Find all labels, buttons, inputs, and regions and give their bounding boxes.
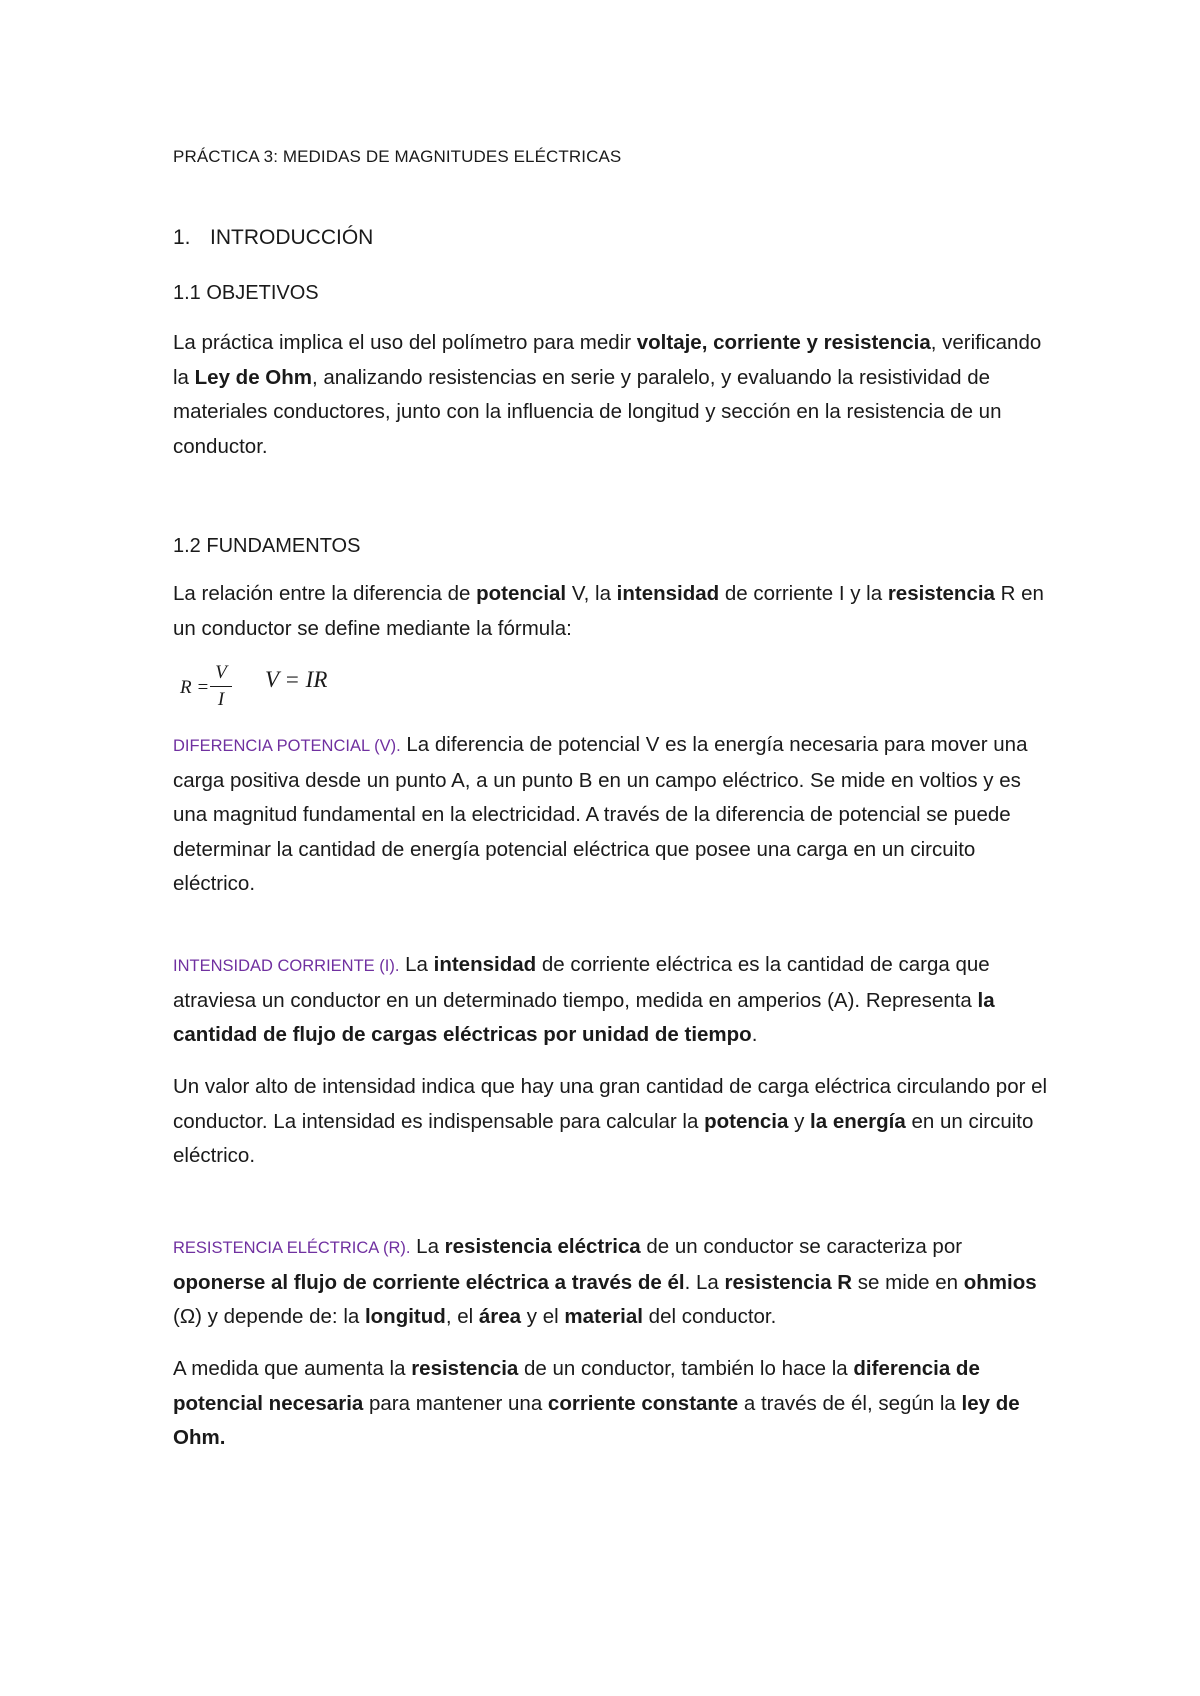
term-intensidad-corriente: INTENSIDAD CORRIENTE (I). (173, 957, 400, 975)
formula-fraction (210, 661, 232, 712)
diferencia-potencial-paragraph: DIFERENCIA POTENCIAL (V). La diferencia de potencial V es la energía necesaria para mover una carga positiva desde un punto A, a un punto B en un campo eléctrico. Se mide en voltios y es una magnitud fundamental en la electricidad. A través de la diferencia de potencial se puede determinar la cantidad de energía potencial eléctrica que posee una carga en un circuito eléctrico. (173, 733, 1028, 895)
resistencia-paragraph-2: A medida que aumenta la resistencia de un conductor, también lo hace la diferencia de potencial necesaria para mantener una corriente constante a través de él, según la ley de Ohm. (173, 1357, 1020, 1449)
term-diferencia-potencial: DIFERENCIA POTENCIAL (V). (173, 737, 401, 755)
fraction-bar (210, 686, 232, 687)
formula-r-equals: R = (180, 677, 210, 698)
section-heading-introduccion (173, 224, 1053, 252)
formula-v-equals-ir: V = IR (265, 667, 328, 692)
fundamentos-paragraph: La relación entre la diferencia de potencial V, la intensidad de corriente I y la resistencia R en un conductor se define mediante la fórmula: (173, 582, 1044, 640)
term-resistencia-electrica: RESISTENCIA ELÉCTRICA (R). (173, 1239, 411, 1257)
ohm-formula (180, 661, 380, 721)
intensidad-corriente-paragraph: INTENSIDAD CORRIENTE (I). La intensidad de corriente eléctrica es la cantidad de carga que atraviesa un conductor en un determinado tiempo, medida en amperios (A). Representa la cantidad de flujo de cargas eléctricas por unidad de tiempo. (173, 953, 995, 1046)
document-title: PRÁCTICA 3: MEDIDAS DE MAGNITUDES ELÉCTRICAS (173, 147, 622, 166)
formula-denominator: I (217, 689, 225, 710)
intensidad-paragraph-2: Un valor alto de intensidad indica que hay una gran cantidad de carga eléctrica circulando por el conductor. La intensidad es indispensable para calcular la potencia y la energía en un circuito eléctrico. (173, 1075, 1048, 1167)
formula-numerator: V (215, 662, 227, 683)
resistencia-electrica-paragraph: RESISTENCIA ELÉCTRICA (R). La resistencia eléctrica de un conductor se caracteriza por oponerse al flujo de corriente eléctrica a través de él. La resistencia R se mide en ohmios (Ω) y depende de: la longitud, el área y el material del conductor. (173, 1235, 1037, 1328)
objetivos-paragraph: La práctica implica el uso del polímetro para medir voltaje, corriente y resistencia, verificando la Ley de Ohm, analizando resistencias en serie y paralelo, y evaluando la resistividad de materiales conductores, junto con la influencia de longitud y sección en la resistencia de un conductor. (173, 331, 1042, 458)
section-number: 1. (173, 226, 191, 249)
section-title: INTRODUCCIÓN (210, 226, 374, 249)
subsection-heading-fundamentos: 1.2 FUNDAMENTOS (173, 535, 361, 557)
subsection-heading-objetivos: 1.1 OBJETIVOS (173, 282, 319, 304)
